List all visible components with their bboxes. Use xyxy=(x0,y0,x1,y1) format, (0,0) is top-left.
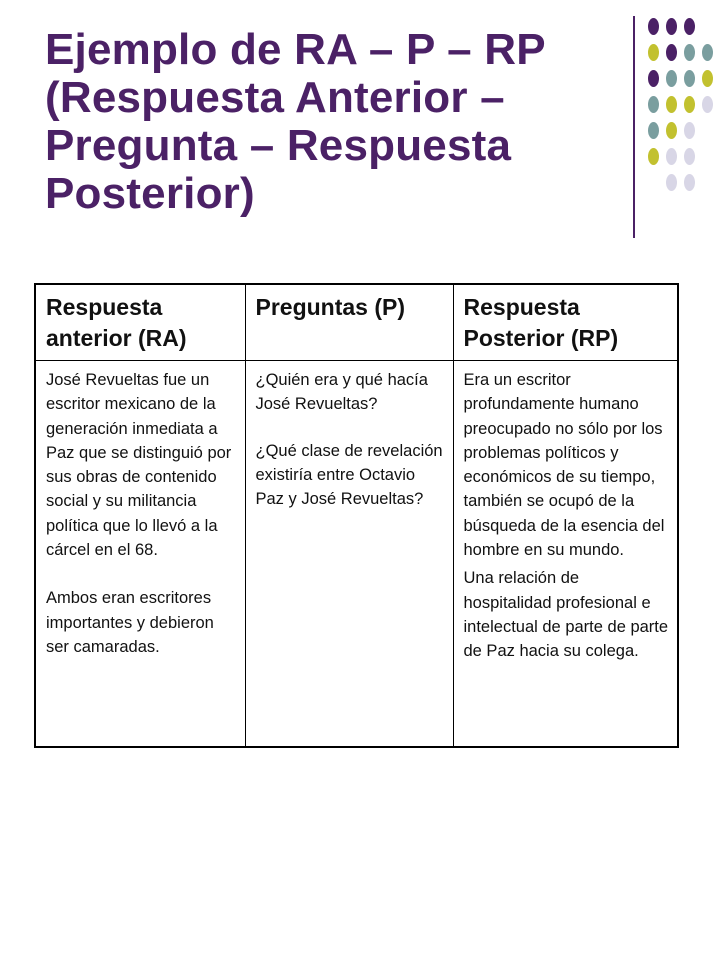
decorative-dot xyxy=(666,122,677,139)
decorative-dot xyxy=(666,44,677,61)
ra-paragraph-2: Ambos eran escritores importantes y debieron ser camaradas. xyxy=(46,589,214,656)
decorative-dot xyxy=(684,96,695,113)
decorative-dot xyxy=(666,70,677,87)
slide-title xyxy=(45,26,625,218)
header-respuesta-anterior: Respuesta anterior (RA) xyxy=(35,284,245,361)
decorative-dot xyxy=(666,96,677,113)
rp-paragraph-1: Era un escritor profundamente humano preocupado no sólo por los problemas políticos y económicos de su tiempo, también se ocupó de la búsqueda de la esencia del hombre en su mundo. xyxy=(463,371,665,560)
decorative-dot xyxy=(648,18,659,35)
slide-title-line-1: Ejemplo de RA – P – RP xyxy=(45,25,546,74)
decorative-dot xyxy=(648,148,659,165)
decorative-dot xyxy=(666,18,677,35)
p-paragraph-2: ¿Qué clase de revelación existiría entre Octavio Paz y José Revueltas? xyxy=(255,441,443,509)
ra-paragraph-1: José Revueltas fue un escritor mexicano de la generación inmediata a Paz que se distinguió por sus obras de contenido social y su militancia política que lo llevó a la cárcel en el 68. xyxy=(46,371,232,560)
decorative-dot xyxy=(684,148,695,165)
cell-respuesta-posterior xyxy=(453,361,678,748)
decorative-dot xyxy=(648,44,659,61)
decorative-dot xyxy=(684,18,695,35)
header-respuesta-posterior: Respuesta Posterior (RP) xyxy=(453,284,678,361)
cell-respuesta-anterior xyxy=(35,361,245,748)
table-row xyxy=(35,361,678,748)
decorative-dot-grid xyxy=(648,18,728,208)
decorative-dot xyxy=(702,96,713,113)
decorative-dot xyxy=(702,44,713,61)
decorative-dot xyxy=(702,70,713,87)
decorative-dot xyxy=(684,44,695,61)
table-header-row xyxy=(35,284,678,361)
slide-title-line-2: (Respuesta Anterior – xyxy=(45,73,505,122)
header-preguntas: Preguntas (P) xyxy=(245,284,453,361)
decorative-dot xyxy=(684,174,695,191)
decorative-vertical-line xyxy=(633,16,635,238)
p-paragraph-1: ¿Quién era y qué hacía José Revueltas? xyxy=(255,371,428,414)
rp-paragraph-2: Una relación de hospitalidad profesional e intelectual de parte de parte de Paz hacia su colega. xyxy=(463,569,669,661)
ra-p-rp-table xyxy=(34,283,679,748)
slide-title-line-4: Posterior) xyxy=(45,169,255,218)
decorative-dot xyxy=(648,96,659,113)
slide-title-line-3: Pregunta – Respuesta xyxy=(45,121,512,170)
decorative-dot xyxy=(666,148,677,165)
decorative-dot xyxy=(666,174,677,191)
decorative-dot xyxy=(648,70,659,87)
decorative-dot xyxy=(684,122,695,139)
cell-preguntas xyxy=(245,361,453,748)
decorative-dot xyxy=(648,122,659,139)
decorative-dot xyxy=(684,70,695,87)
